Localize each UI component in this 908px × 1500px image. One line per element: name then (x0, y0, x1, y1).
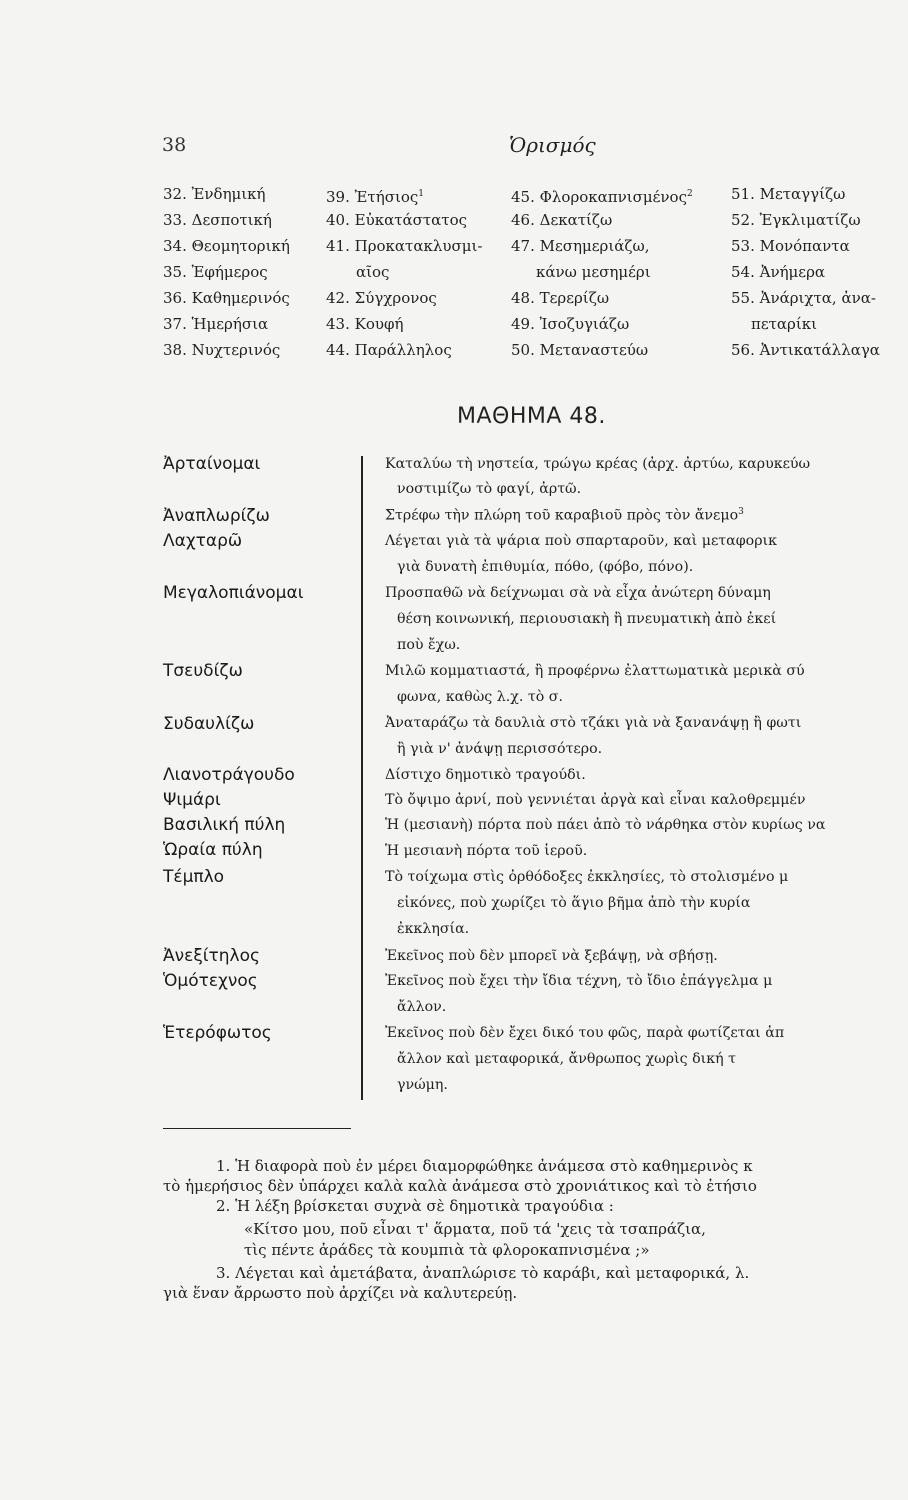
list-item: 35. Ἐφήμερος (163, 263, 268, 281)
definition-line: εἰκόνες, ποὺ χωρίζει τὸ ἅγιο βῆμα ἀπὸ τὴν κυρία (397, 895, 751, 911)
footnote-mark: 3 (738, 507, 744, 517)
definition-line: νοστιμίζω τὸ φαγί, ἀρτῶ. (397, 481, 582, 497)
term: Τσευδίζω (163, 661, 243, 681)
term: Ὡραία πύλη (163, 840, 263, 860)
footnote-line: 3. Λέγεται καὶ ἀμετάβατα, ἀναπλώρισε τὸ καράβι, καὶ μεταφορικά, λ. (216, 1264, 750, 1282)
footnote-line: τὸ ἡμερήσιος δὲν ὑπάρχει καλὰ καλὰ ἀνάμεσα στὸ χρονιάτικος καὶ τὸ ἐτήσιο (163, 1177, 757, 1195)
list-item: 34. Θεομητορική (163, 237, 290, 255)
definition-line: Ἐκεῖνος ποὺ δὲν μπορεῖ νὰ ξεβάψῃ, νὰ σβήσῃ. (385, 948, 718, 964)
list-item: 47. Μεσημεριάζω, (511, 237, 650, 255)
list-item: 48. Τερερίζω (511, 289, 610, 307)
term: Ἀρταίνομαι (163, 454, 261, 474)
definition-line: γνώμη. (397, 1077, 448, 1093)
list-item: 36. Καθημερινός (163, 289, 290, 307)
definition-line: Ἡ (μεσιανὴ) πόρτα ποὺ πάει ἀπὸ τὸ νάρθηκα στὸν κυρίως να (385, 817, 826, 833)
list-item: 41. Προκατακλυσμι- (326, 237, 483, 255)
footnote-line: 2. Ἡ λέξη βρίσκεται συχνὰ σὲ δημοτικὰ τραγούδια : (216, 1197, 614, 1215)
list-item: 55. Ἀνάριχτα, ἀνα- (731, 289, 876, 307)
definition-line: Δίστιχο δημοτικὸ τραγούδι. (385, 767, 586, 783)
running-title: Ὁρισμός (509, 133, 596, 157)
term: Ἀναπλωρίζω (163, 506, 270, 526)
list-item: πεταρίκι (751, 315, 818, 333)
list-item: 51. Μεταγγίζω (731, 185, 846, 203)
definition-line: Προσπαθῶ νὰ δείχνωμαι σὰ νὰ εἶχα ἀνώτερη δύναμη (385, 585, 771, 601)
list-item: 33. Δεσποτική (163, 211, 272, 229)
term: Ψιμάρι (163, 790, 221, 810)
footnote-rule (163, 1128, 351, 1129)
list-item: 37. Ἡμερήσια (163, 315, 269, 333)
definition-line: Ἐκεῖνος ποὺ δὲν ἔχει δικό του φῶς, παρὰ φωτίζεται ἀπ (385, 1025, 785, 1041)
footnote-mark: 2 (686, 189, 693, 199)
term: Ἑτερόφωτος (163, 1023, 272, 1043)
term: Ὁμότεχνος (163, 971, 258, 991)
list-item: 39. Ἐτήσιος$^1$ (326, 188, 424, 206)
term: Μεγαλοπιάνομαι (163, 583, 304, 603)
list-item: 46. Δεκατίζω (511, 211, 613, 229)
definition-line: Λέγεται γιὰ τὰ ψάρια ποὺ σπαρταροῦν, καὶ μεταφορικ (385, 533, 777, 549)
definition-line: Καταλύω τὴ νηστεία, τρώγω κρέας (ἀρχ. ἀρτύω, καρυκεύω (385, 456, 811, 472)
list-item: 32. Ἐνδημική (163, 185, 266, 203)
list-item: αῖος (356, 263, 390, 281)
definition-line: Ἐκεῖνος ποὺ ἔχει τὴν ἴδια τέχνη, τὸ ἴδιο ἐπάγγελμα μ (385, 973, 773, 989)
column-divider (361, 456, 363, 1100)
term: Συδαυλίζω (163, 714, 255, 734)
list-item: 45. Φλοροκαπνισμένος$^2$ (511, 188, 693, 206)
definition-line: ἢ γιὰ ν' ἀνάψῃ περισσότερο. (397, 741, 603, 757)
list-item: 43. Κουφή (326, 315, 404, 333)
definition-line: ἐκκλησία. (397, 921, 470, 937)
list-item: 38. Νυχτερινός (163, 341, 281, 359)
definition-line: Ἀναταράζω τὰ δαυλιὰ στὸ τζάκι γιὰ νὰ ξανανάψῃ ἢ φωτι (385, 715, 802, 731)
definition-line: φωνα, καθὼς λ.χ. τὸ σ. (397, 689, 563, 705)
term: Τέμπλο (163, 867, 225, 887)
list-item: 56. Ἀντικατάλλαγα (731, 341, 880, 359)
footnote-line: τὶς πέντε ἀράδες τὰ κουμπιὰ τὰ φλοροκαπνισμένα ;» (244, 1241, 650, 1259)
page-number: 38 (162, 134, 187, 156)
definition-line: Τὸ ὄψιμο ἀρνί, ποὺ γεννιέται ἀργὰ καὶ εἶναι καλοθρεμμέν (385, 792, 806, 808)
list-item: 40. Εὐκατάστατος (326, 211, 468, 229)
list-item: 50. Μεταναστεύω (511, 341, 649, 359)
footnote-line: γιὰ ἕναν ἄρρωστο ποὺ ἀρχίζει νὰ καλυτερεύῃ. (163, 1284, 518, 1302)
list-item: 54. Ἀνήμερα (731, 263, 826, 281)
definition-line: ἄλλον καὶ μεταφορικά, ἄνθρωπος χωρὶς δική τ (397, 1051, 736, 1067)
lesson-title: ΜΑΘΗΜΑ 48. (457, 404, 606, 429)
term: Λαχταρῶ (163, 531, 243, 551)
list-item: 44. Παράλληλος (326, 341, 452, 359)
term: Λιανοτράγουδο (163, 765, 295, 785)
definition-line: Ἡ μεσιανὴ πόρτα τοῦ ἱεροῦ. (385, 843, 588, 859)
term: Ἀνεξίτηλος (163, 946, 260, 966)
footnote-mark: 1 (418, 189, 424, 199)
list-item: 49. Ἰσοζυγιάζω (511, 315, 630, 333)
definition-line: ἄλλον. (397, 999, 447, 1015)
footnote-line: 1. Ἡ διαφορὰ ποὺ ἐν μέρει διαμορφώθηκε ἀνάμεσα στὸ καθημερινὸς κ (216, 1157, 753, 1175)
list-item: 53. Μονόπαντα (731, 237, 850, 255)
footnote-line: «Κίτσο μου, ποῦ εἶναι τ' ἅρματα, ποῦ τά 'χεις τὰ τσαπράζια, (244, 1220, 706, 1238)
definition-line: γιὰ δυνατὴ ἐπιθυμία, πόθο, (φόβο, πόνο). (397, 559, 694, 575)
definition-line: ποὺ ἔχω. (397, 637, 461, 653)
list-item: 42. Σύγχρονος (326, 289, 437, 307)
definition-line: Μιλῶ κομματιαστά, ἢ προφέρνω ἐλαττωματικὰ μερικὰ σύ (385, 663, 805, 679)
list-item: 52. Ἐγκλιματίζω (731, 211, 861, 229)
definition-line: Στρέφω τὴν πλώρη τοῦ καραβιοῦ πρὸς τὸν ἄνεμο$^3$ (385, 507, 744, 524)
list-item: κάνω μεσημέρι (536, 263, 651, 281)
definition-line: Τὸ τοίχωμα στὶς ὀρθόδοξες ἐκκλησίες, τὸ στολισμένο μ (385, 869, 789, 885)
term: Βασιλική πύλη (163, 815, 286, 835)
definition-line: θέση κοινωνική, περιουσιακὴ ἢ πνευματικὴ ἀπὸ ἐκεί (397, 611, 777, 627)
